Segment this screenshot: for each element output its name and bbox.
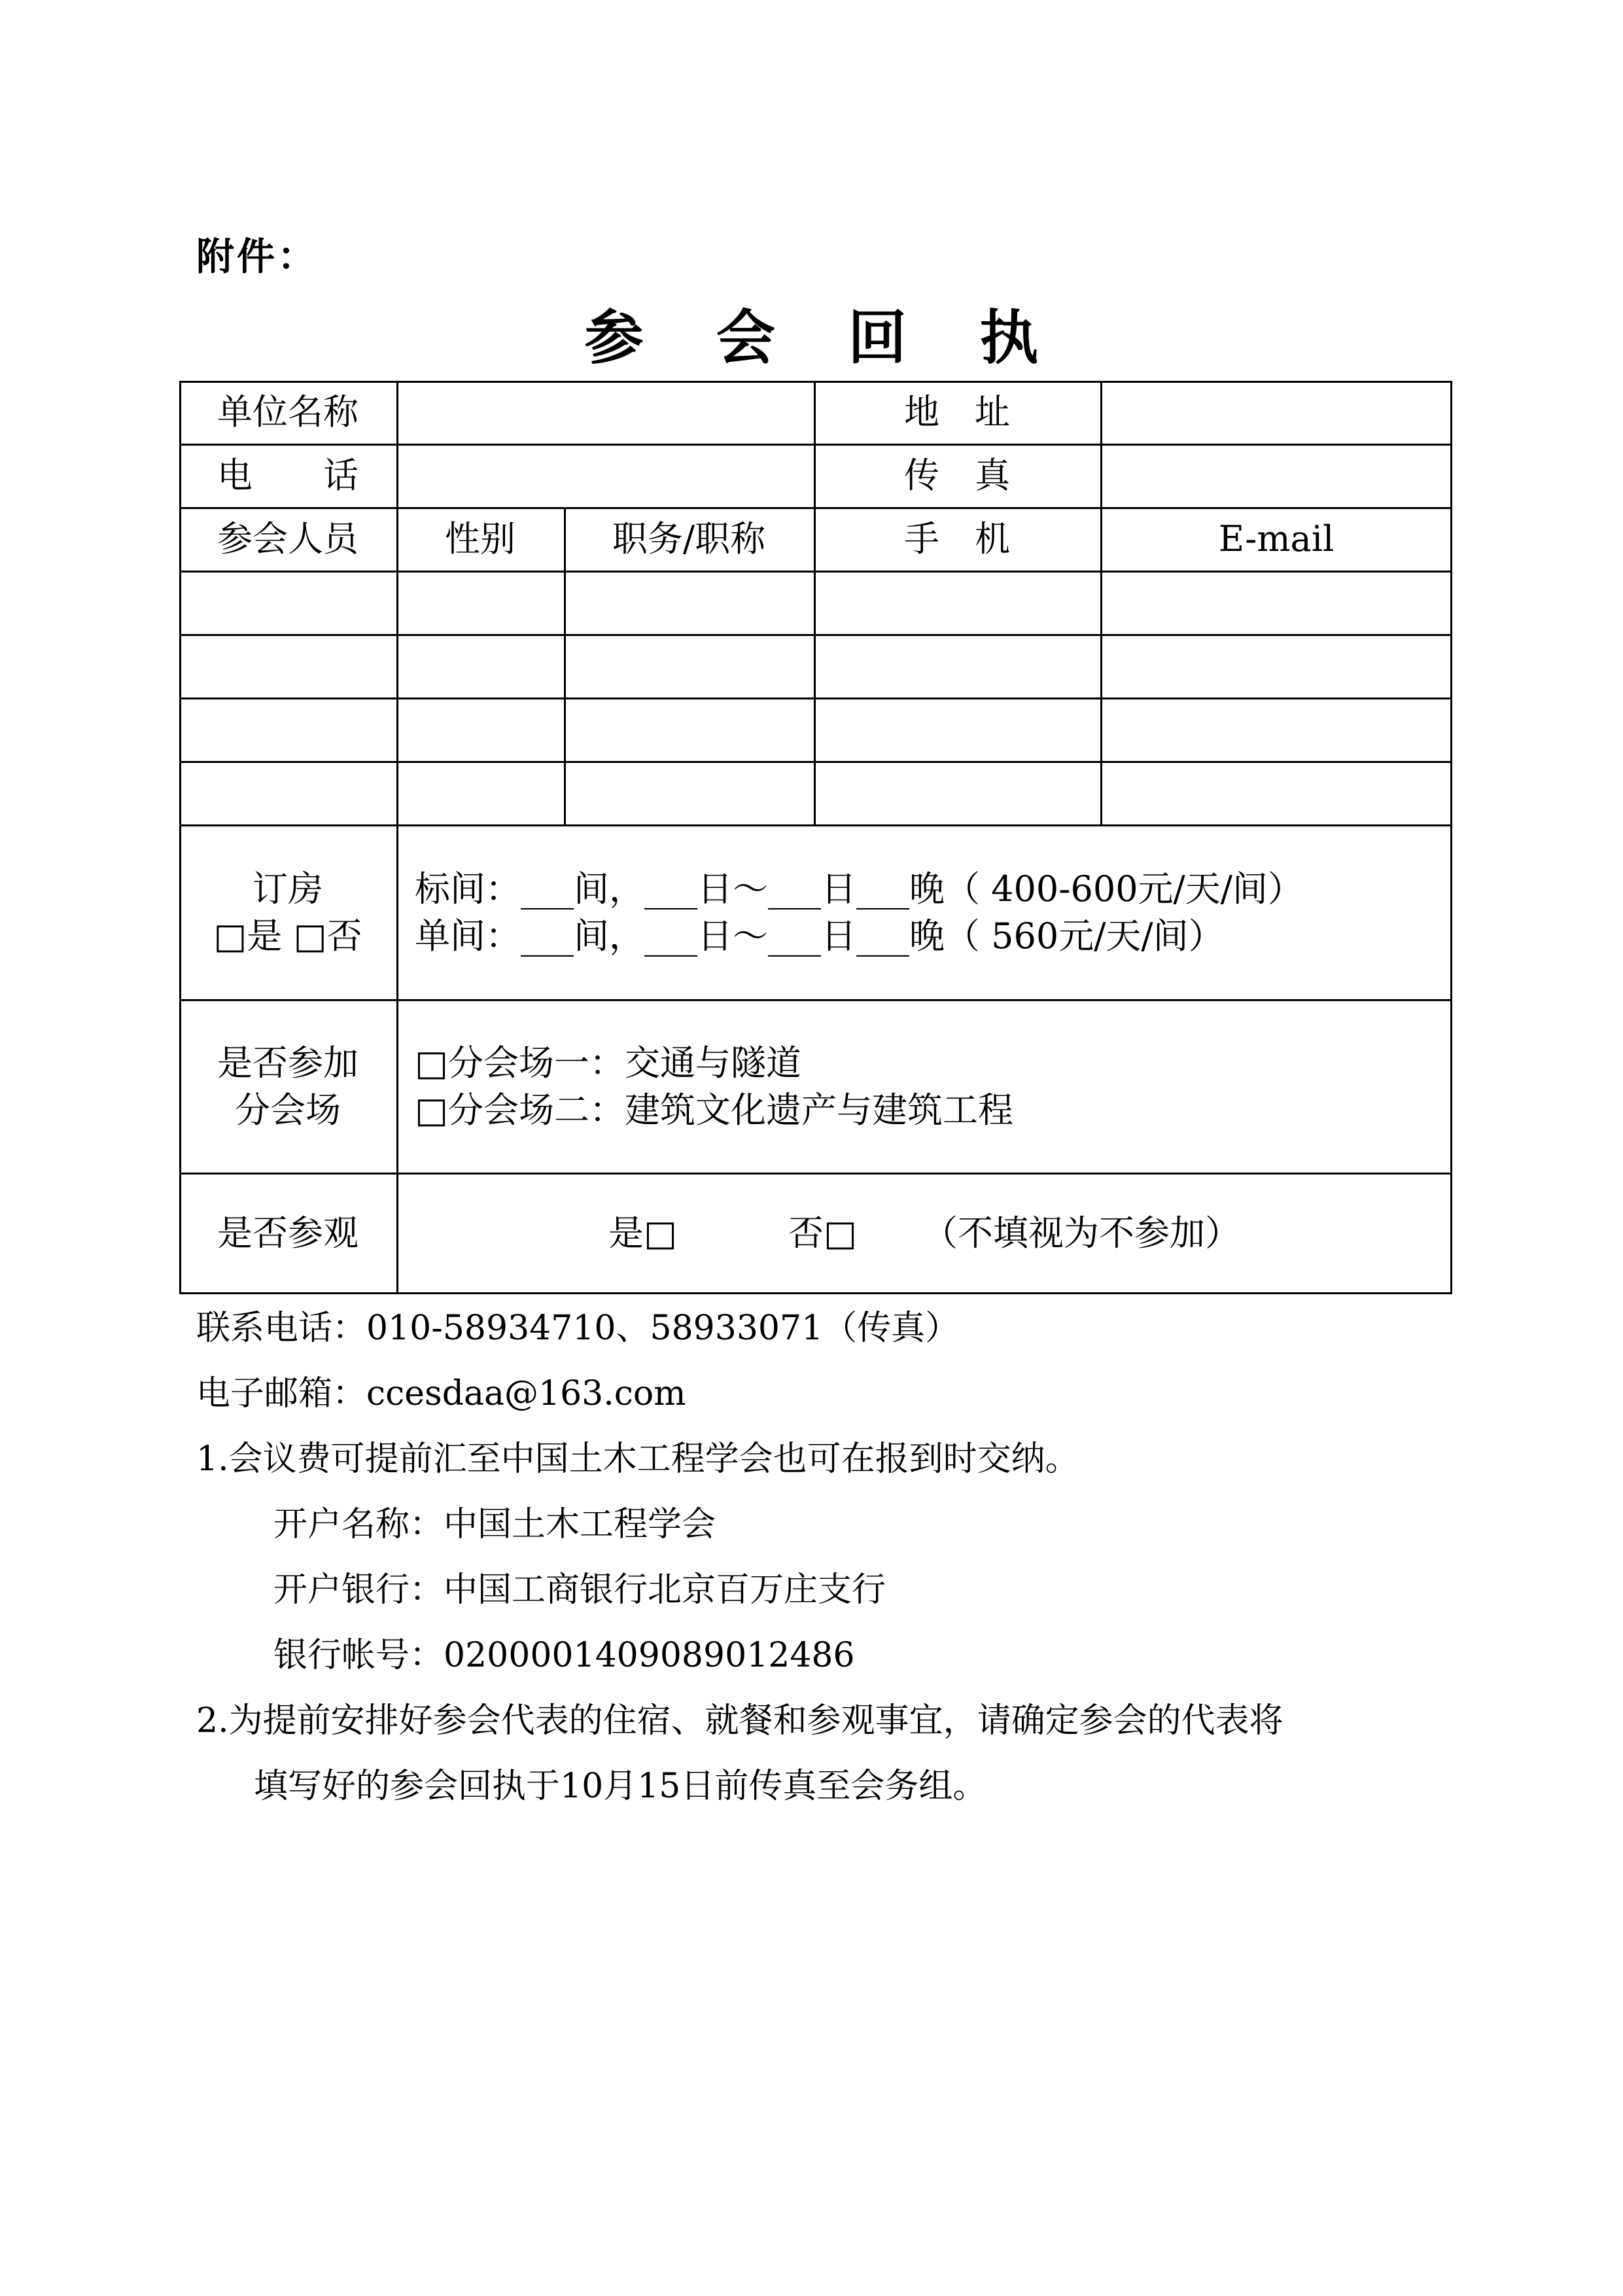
booking-label-cell <box>179 826 396 999</box>
single-room-line[interactable]: 单间：___间，___日～___日___晚（ 560元/天/间） <box>415 915 1224 957</box>
attendee-row-3[interactable] <box>181 699 1450 761</box>
attendee-row-4[interactable] <box>181 763 1450 824</box>
note-item-1: 1.会议费可提前汇至中国土木工程学会也可在报到时交纳。 <box>196 1439 1079 1479</box>
fax-field[interactable] <box>1102 446 1450 507</box>
address-field[interactable] <box>1102 383 1450 444</box>
session-option-1[interactable]: □分会场一：交通与隧道 <box>415 1042 802 1084</box>
phone-label: 电 话 <box>217 454 358 496</box>
title-char: 参 <box>584 304 644 372</box>
visit-label: 是否参观 <box>217 1212 358 1254</box>
booking-detail-cell <box>415 826 1448 999</box>
booking-options[interactable]: □是 □否 <box>213 915 362 957</box>
registration-form <box>179 381 1452 1294</box>
gender-header: 性别 <box>445 518 515 559</box>
title-char: 执 <box>979 304 1039 372</box>
mobile-header: 手 机 <box>904 518 1010 559</box>
position-header: 职务/职称 <box>612 518 766 559</box>
attendee-row-1[interactable] <box>181 573 1450 634</box>
attendee-header: 参会人员 <box>217 518 358 559</box>
session-label-line1: 是否参加 <box>217 1042 358 1084</box>
fax-label: 传 真 <box>904 454 1010 496</box>
unit-name-label: 单位名称 <box>217 391 358 433</box>
visit-no-checkbox[interactable]: 否□ <box>788 1212 858 1254</box>
account-number: 银行帐号：0200001409089012486 <box>273 1636 855 1675</box>
phone-field[interactable] <box>398 446 814 507</box>
contact-email: 电子邮箱：ccesdaa@163.com <box>196 1374 686 1413</box>
visit-options-cell <box>398 1174 1450 1292</box>
page-title <box>0 302 1623 374</box>
session-label-cell <box>179 1001 396 1173</box>
visit-yes-checkbox[interactable]: 是□ <box>608 1212 677 1254</box>
booking-label: 订房 <box>253 868 323 910</box>
title-char: 回 <box>848 304 907 372</box>
table-border-bottom <box>179 1292 1452 1294</box>
note-item-2-line-1: 2.为提前安排好参会代表的住宿、就餐和参观事宜，请确定参会的代表将 <box>196 1701 1283 1740</box>
note-item-2-line-2: 填写好的参会回执于10月15日前传真至会务组。 <box>254 1767 987 1806</box>
unit-name-field[interactable] <box>398 383 814 444</box>
email-header: E-mail <box>1218 518 1335 559</box>
session-label-line2: 分会场 <box>235 1089 341 1131</box>
standard-room-line[interactable]: 标间：___间，___日～___日___晚（ 400-600元/天/间） <box>415 868 1303 910</box>
visit-note: （不填视为不参加） <box>922 1212 1241 1254</box>
attendee-row-2[interactable] <box>181 636 1450 698</box>
session-options-cell <box>415 1001 1448 1173</box>
account-name: 开户名称：中国土木工程学会 <box>273 1505 716 1544</box>
session-option-2[interactable]: □分会场二：建筑文化遗产与建筑工程 <box>415 1089 1014 1131</box>
account-bank: 开户银行：中国工商银行北京百万庄支行 <box>273 1570 886 1610</box>
contact-phone: 联系电话：010-58934710、58933071（传真） <box>196 1309 960 1348</box>
attachment-label: 附件： <box>196 234 319 279</box>
notes <box>196 1296 1472 1819</box>
address-label: 地 址 <box>904 391 1010 433</box>
title-char: 会 <box>716 304 775 372</box>
